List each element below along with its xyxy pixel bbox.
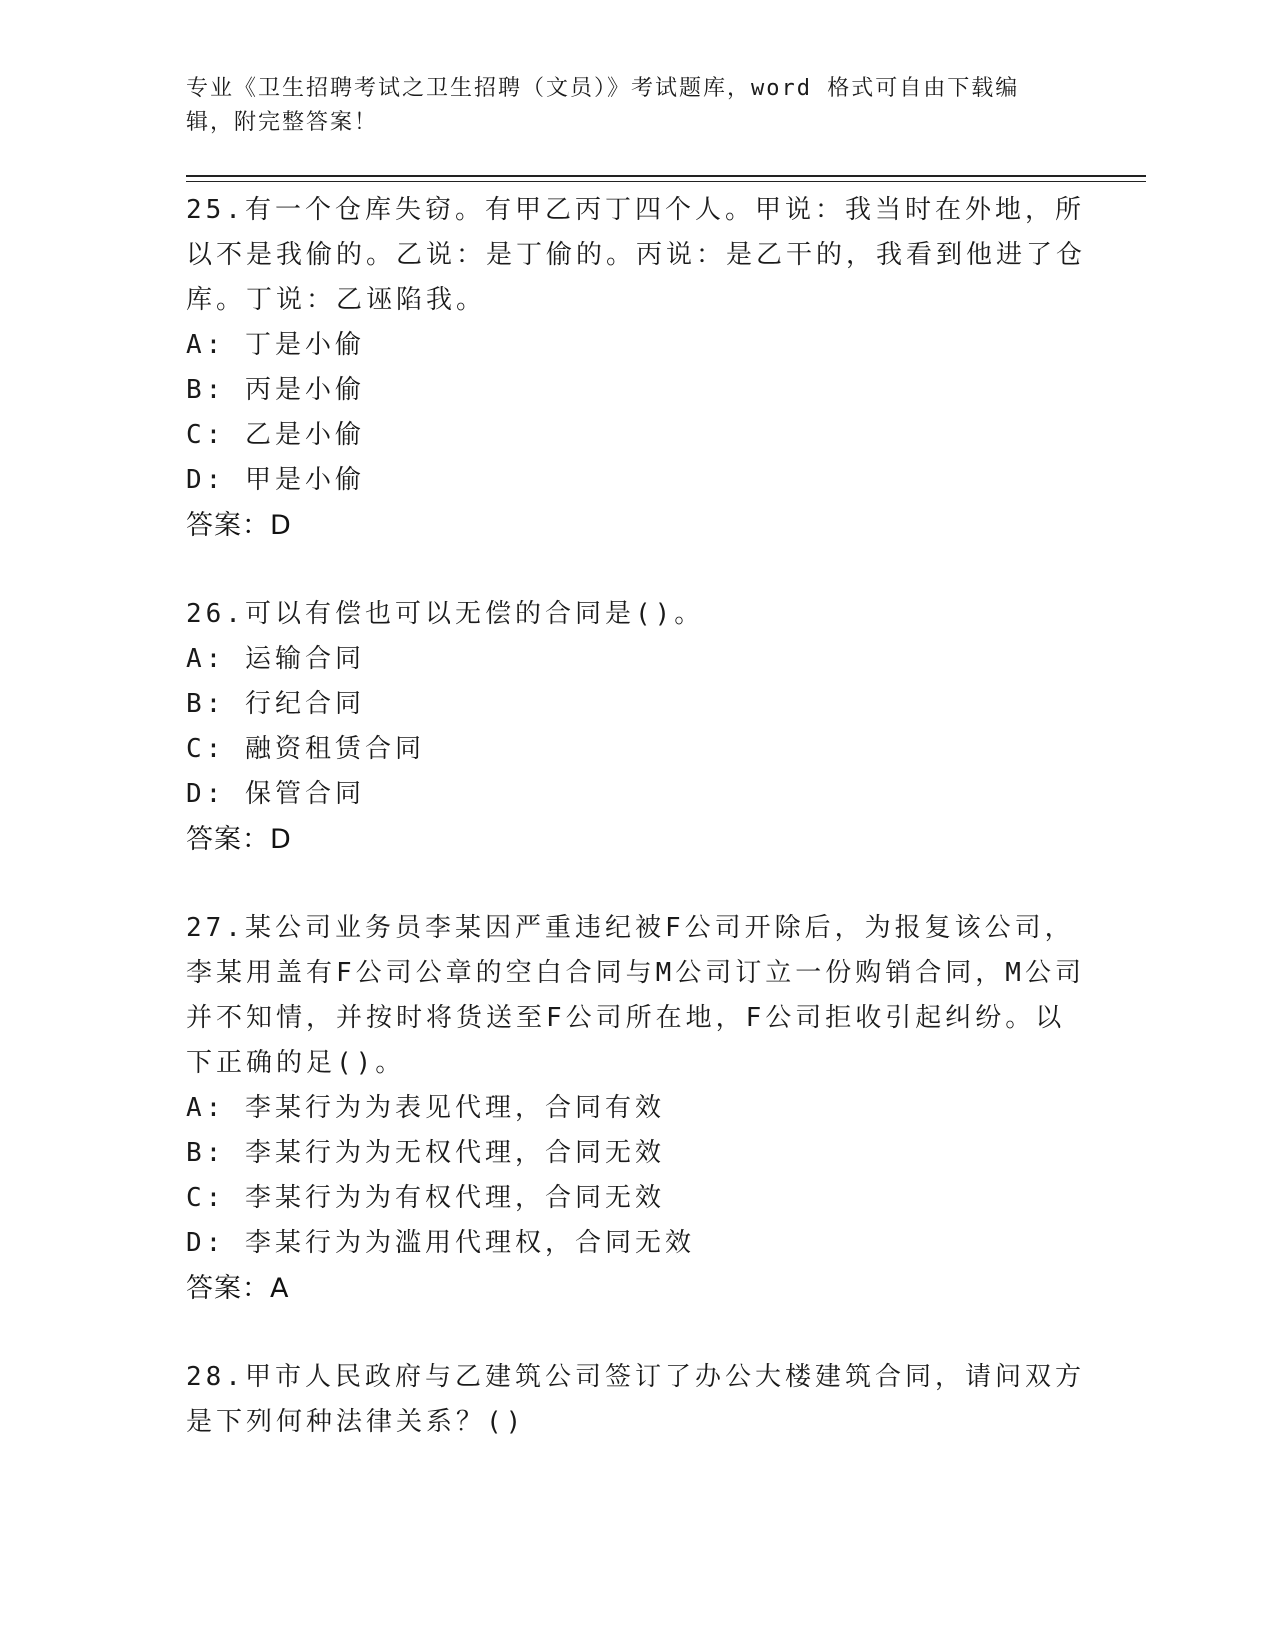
- option-a: A: 李某行为为表见代理，合同有效: [186, 1093, 665, 1123]
- question-27: [186, 906, 1086, 1311]
- option-b: B: 行纪合同: [186, 689, 365, 719]
- question-28: [186, 1355, 1086, 1445]
- answer-line: 答案：D: [186, 510, 292, 541]
- question-26: [186, 592, 1086, 862]
- answer-line: 答案：A: [186, 1273, 290, 1304]
- answer-line: 答案：D: [186, 824, 292, 855]
- question-stem: 26.可以有偿也可以无偿的合同是()。: [186, 599, 705, 629]
- option-c: C: 乙是小偷: [186, 420, 365, 450]
- question-stem: 27.某公司业务员李某因严重违纪被F公司开除后，为报复该公司，李某用盖有F公司公章的空白合同与M公司订立一份购销合同，M公司并不知情，并按时将货送至F公司所在地，F公司拒收引起纠纷。以下正确的足()。: [186, 913, 1085, 1078]
- question-stem: 25.有一个仓库失窃。有甲乙丙丁四个人。甲说：我当时在外地，所以不是我偷的。乙说：是丁偷的。丙说：是乙干的，我看到他进了仓库。丁说：乙诬陷我。: [186, 195, 1087, 315]
- option-d: D: 李某行为为滥用代理权，合同无效: [186, 1228, 695, 1258]
- question-stem: 28.甲市人民政府与乙建筑公司签订了办公大楼建筑合同，请问双方是下列何种法律关系？(): [186, 1362, 1085, 1437]
- option-c: C: 李某行为为有权代理，合同无效: [186, 1183, 665, 1213]
- header-divider-thin: [186, 181, 1146, 182]
- option-a: A: 丁是小偷: [186, 330, 365, 360]
- option-a: A: 运输合同: [186, 644, 365, 674]
- question-25: [186, 188, 1086, 548]
- question-list: [186, 188, 1086, 1489]
- option-d: D: 甲是小偷: [186, 465, 365, 495]
- document-header: 专业《卫生招聘考试之卫生招聘（文员）》考试题库，word 格式可自由下载编辑，附完整答案！: [186, 76, 1020, 135]
- option-c: C: 融资租赁合同: [186, 734, 425, 764]
- header-divider-thick: [186, 175, 1146, 177]
- option-b: B: 李某行为为无权代理，合同无效: [186, 1138, 665, 1168]
- option-d: D: 保管合同: [186, 779, 365, 809]
- option-b: B: 丙是小偷: [186, 375, 365, 405]
